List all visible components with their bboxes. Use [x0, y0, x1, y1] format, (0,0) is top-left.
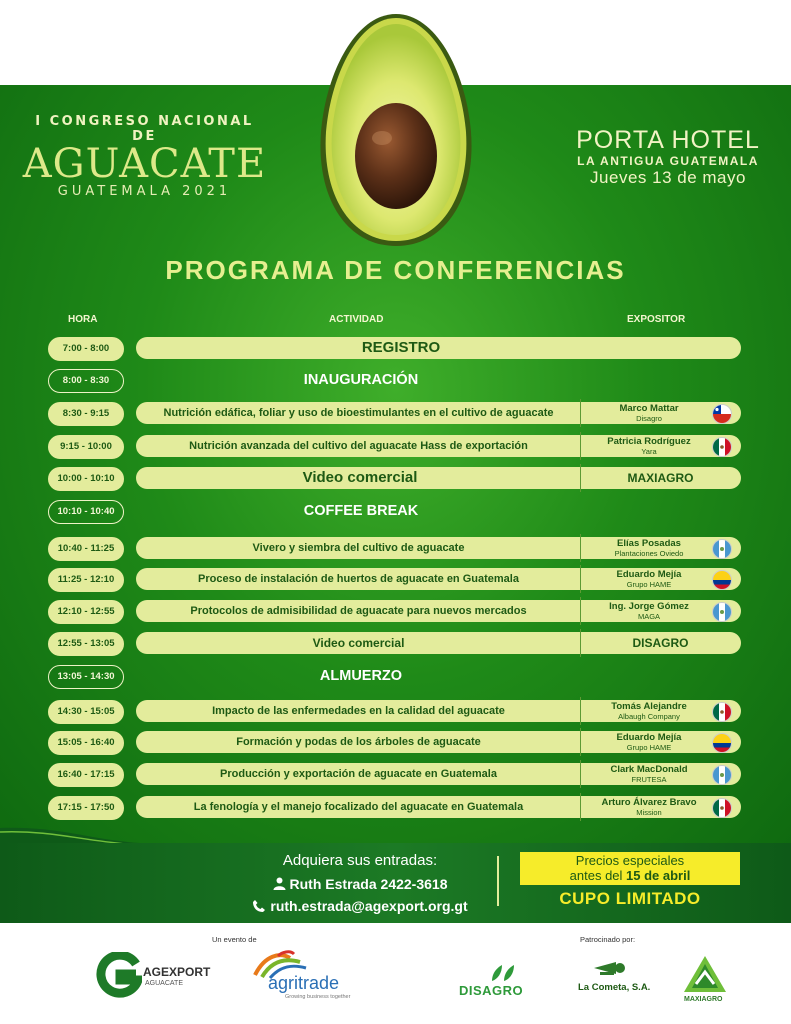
speaker-company: Yara [641, 447, 657, 456]
promo-line-2-prefix: antes del [569, 868, 627, 883]
maxiagro-logo-icon [682, 954, 728, 994]
row-activity: INAUGURACIÓN [303, 372, 419, 388]
row-time: 17:15 - 17:50 [48, 796, 124, 820]
title-line-3: GUATEMALA 2021 [57, 184, 232, 199]
row-activity: Protocolos de admisibilidad de aguacate para nuevos mercados [190, 605, 527, 617]
row-separator [580, 760, 581, 788]
speaker-company: Plantaciones Oviedo [614, 549, 684, 558]
schedule-row [0, 369, 791, 395]
row-separator [580, 728, 581, 756]
row-time: 10:40 - 11:25 [48, 537, 124, 561]
schedule-row [0, 568, 791, 594]
ticket-heading: Adquiera sus entradas: [282, 852, 438, 869]
row-activity: Nutrición edáfica, foliar y uso de bioestimulantes en el cultivo de aguacate [163, 407, 554, 419]
row-activity: Video comercial [312, 636, 405, 650]
sponsor-label: Patrocinado por: [580, 935, 636, 944]
row-activity: Proceso de instalación de huertos de aguacate en Guatemala [198, 573, 519, 585]
mexico-flag-icon [712, 437, 732, 457]
ticket-email-row [230, 895, 490, 917]
row-speaker [588, 569, 710, 589]
row-time: 8:00 - 8:30 [48, 369, 124, 393]
row-separator [580, 565, 581, 593]
speaker-name: Arturo Álvarez Bravo [601, 797, 697, 808]
row-speaker [588, 764, 710, 784]
avocado-image [316, 12, 476, 248]
congress-title [22, 114, 267, 199]
row-time: 15:05 - 16:40 [48, 731, 124, 755]
row-activity: Formación y podas de los árboles de aguacate [236, 736, 481, 748]
contact-name: Ruth Estrada 2422-3618 [289, 876, 448, 892]
row-activity: La fenología y el manejo focalizado del aguacate en Guatemala [193, 801, 524, 813]
speaker-name: Marco Mattar [619, 403, 679, 414]
row-speaker [588, 601, 710, 621]
event-date: Jueves 13 de mayo [590, 168, 746, 187]
speaker-company: Mission [636, 808, 662, 817]
speaker-company: MAGA [637, 612, 661, 621]
schedule-row [0, 435, 791, 461]
row-separator [580, 697, 581, 725]
schedule-row [0, 763, 791, 789]
speaker-name: Eduardo Mejía [616, 569, 682, 580]
la-cometa-name: La Cometa, S.A. [578, 982, 651, 993]
promo-line-2 [520, 868, 740, 883]
row-activity: ALMUERZO [319, 668, 403, 684]
speaker-company: Grupo HAME [626, 580, 672, 589]
agritrade-sub: Growing business together [285, 994, 351, 1000]
chile-flag-icon [712, 404, 732, 424]
row-activity: Vivero y siembra del cultivo de aguacate [252, 542, 465, 554]
contact-email[interactable]: ruth.estrada@agexport.org.gt [270, 898, 468, 914]
row-time: 10:10 - 10:40 [48, 500, 124, 524]
avocado-pit [355, 103, 437, 209]
schedule-row [0, 467, 791, 493]
guatemala-flag-icon [712, 539, 732, 559]
row-speaker [588, 701, 710, 721]
schedule-row [0, 731, 791, 757]
speaker-name: Ing. Jorge Gómez [609, 601, 689, 612]
colombia-flag-icon [712, 570, 732, 590]
row-time: 8:30 - 9:15 [48, 402, 124, 426]
organizer-label: Un evento de [212, 935, 257, 944]
row-time: 13:05 - 14:30 [48, 665, 124, 689]
schedule-row [0, 337, 791, 363]
program-title: PROGRAMA DE CONFERENCIAS [165, 255, 626, 285]
row-activity: Nutrición avanzada del cultivo del aguacate Hass de exportación [189, 440, 528, 452]
promo-line-1: Precios especiales [575, 853, 685, 868]
column-header-actividad: ACTIVIDAD [329, 314, 384, 325]
row-time: 12:55 - 13:05 [48, 632, 124, 656]
person-icon [273, 877, 286, 890]
agritrade-name: agritrade [268, 973, 340, 993]
disagro-name: DISAGRO [459, 983, 524, 998]
row-separator [580, 597, 581, 625]
speaker-name: Elías Posadas [617, 538, 681, 549]
la-cometa-logo-icon [592, 956, 626, 980]
speaker-name: Patricia Rodríguez [607, 436, 691, 447]
row-time: 7:00 - 8:00 [48, 337, 124, 361]
colombia-flag-icon [712, 733, 732, 753]
footer-divider [497, 856, 499, 906]
row-activity: COFFEE BREAK [303, 503, 419, 519]
row-activity: Producción y exportación de aguacate en Guatemala [220, 768, 497, 780]
speaker-company: Grupo HAME [626, 743, 672, 752]
title-line-2: AGUACATE [22, 141, 267, 187]
speaker-name: Clark MacDonald [610, 764, 688, 775]
schedule-row [0, 700, 791, 726]
ticket-info [230, 852, 490, 917]
row-speaker [588, 403, 710, 423]
agexport-logo-icon [96, 952, 142, 998]
phone-icon [252, 899, 266, 913]
schedule-row [0, 632, 791, 658]
schedule-row [0, 600, 791, 626]
row-expositor: MAXIAGRO [627, 471, 694, 485]
row-activity: Video comercial [302, 469, 418, 486]
speaker-company: FRUTESA [631, 775, 667, 784]
schedule-row [0, 665, 791, 691]
schedule-row [0, 402, 791, 428]
maxiagro-name: MAXIAGRO [684, 996, 723, 1003]
promo-box [520, 852, 740, 885]
row-separator [580, 399, 581, 427]
speaker-company: Disagro [636, 414, 662, 423]
row-time: 12:10 - 12:55 [48, 600, 124, 624]
row-separator [580, 432, 581, 460]
schedule-row [0, 500, 791, 526]
row-time: 16:40 - 17:15 [48, 763, 124, 787]
agexport-name: AGEXPORT [143, 965, 211, 979]
venue-info [560, 126, 776, 188]
row-time: 10:00 - 10:10 [48, 467, 124, 491]
guatemala-flag-icon [712, 765, 732, 785]
row-activity: REGISTRO [361, 339, 441, 356]
row-speaker [588, 732, 710, 752]
title-line-1: I CONGRESO NACIONAL DE [35, 114, 254, 144]
disagro-logo-icon [490, 963, 516, 983]
row-time: 11:25 - 12:10 [48, 568, 124, 592]
column-header-hora: HORA [68, 314, 98, 325]
ticket-contact [230, 873, 490, 895]
agexport-sub: AGUACATE [145, 980, 183, 987]
row-expositor: DISAGRO [632, 636, 689, 650]
row-time: 14:30 - 15:05 [48, 700, 124, 724]
speaker-company: Albaugh Company [618, 712, 680, 721]
column-header-expositor: EXPOSITOR [627, 314, 686, 325]
venue-name: PORTA HOTEL [576, 126, 760, 154]
mexico-flag-icon [712, 702, 732, 722]
venue-city: LA ANTIGUA GUATEMALA [577, 154, 759, 168]
row-time: 9:15 - 10:00 [48, 435, 124, 459]
row-speaker [588, 436, 710, 456]
guatemala-flag-icon [712, 602, 732, 622]
promo-deadline: 15 de abril [626, 868, 691, 883]
speaker-name: Tomás Alejandre [611, 701, 687, 712]
row-speaker [588, 538, 710, 558]
row-separator [580, 534, 581, 562]
row-activity: Impacto de las enfermedades en la calidad del aguacate [212, 705, 505, 717]
promo-info [520, 852, 740, 909]
schedule-row [0, 537, 791, 563]
speaker-name: Eduardo Mejía [616, 732, 682, 743]
limited-seats: CUPO LIMITADO [559, 889, 701, 908]
